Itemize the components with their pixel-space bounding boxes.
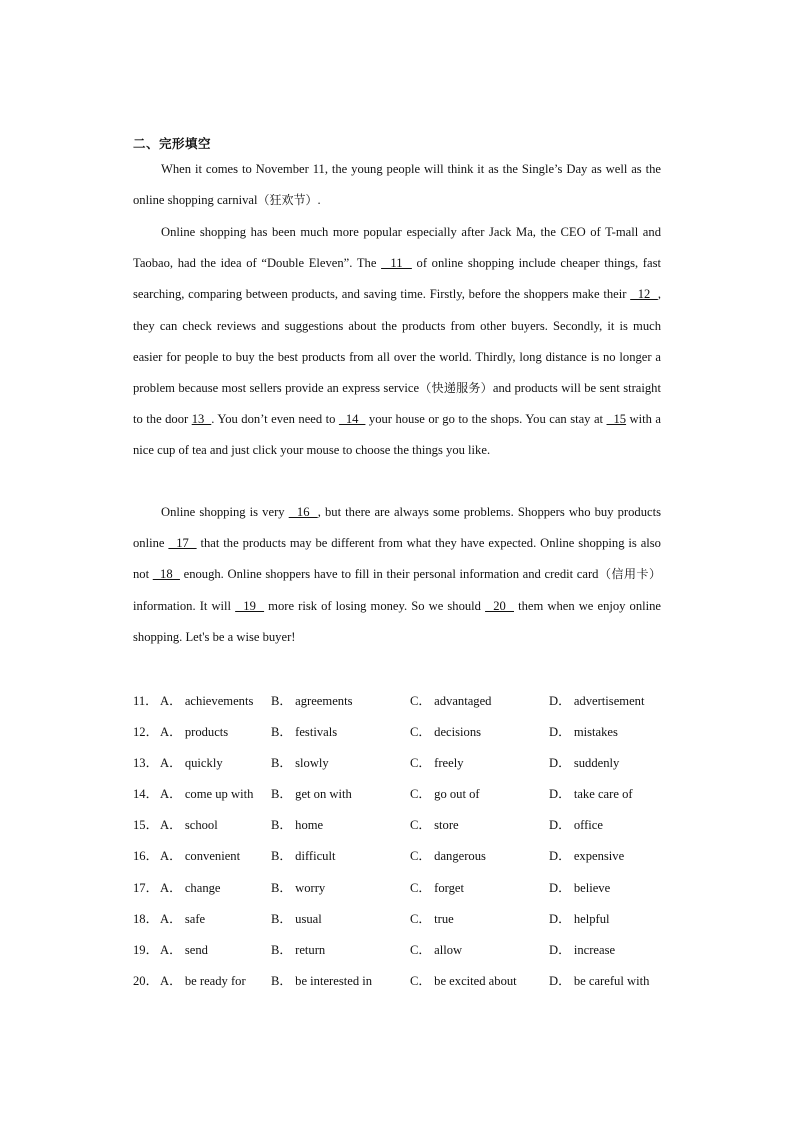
question-number: 15． [133,818,159,833]
question-number: 16． [133,849,159,864]
question-row [133,841,663,872]
p1-end: . [317,193,321,208]
question-row [133,779,663,810]
option-d: D． expensive [549,849,625,864]
option-b: B． return [271,942,326,957]
option-b: B． agreements [271,694,353,708]
blank-16: 16 [288,505,318,519]
p3-text-3: that the products may be different from what they have expected. Online shopping is also not [133,536,661,582]
option-d: D． mistakes [549,725,618,740]
question-number: 17． [133,880,159,895]
p3-text-2: , but there are always some problems. Shoppers who buy products online [133,505,661,551]
section-heading: 二、完形填空 [133,136,212,151]
p2-cn-note: （快递服务） [419,381,493,396]
question-number: 19． [133,942,159,957]
option-d: D． believe [549,880,611,895]
option-c: C． store [410,818,459,833]
option-a: A． change [160,880,221,895]
blank-14: 14 [338,412,366,427]
option-d: D． advertisement [549,694,645,708]
option-d: D． helpful [549,911,610,926]
option-b: B． usual [271,911,322,926]
p3-text-6: information. It will [133,598,236,613]
option-a: A． convenient [160,849,241,864]
option-d: D． increase [549,942,616,957]
option-b: B． festivals [271,725,338,740]
option-b: B． slowly [271,756,329,771]
option-c: C． advantaged [410,694,492,708]
p3-cn-note: （信用卡） [598,567,661,582]
blank-15: 15 [606,412,627,427]
p3-text-8: them when we enjoy online shopping. Let's be a wise buyer! [133,598,662,644]
question-number: 18． [133,911,159,926]
paragraph-2 [133,217,661,467]
option-c: C． freely [410,756,464,771]
question-row [133,873,663,904]
paragraph-3 [133,497,661,653]
option-c: C． be excited about [410,973,517,988]
p2-text-2: of online shopping include cheaper things, fast searching, comparing between products, and saving time. Firstly, before the shoppers make their [133,256,661,302]
p3-text-7: more risk of losing money. So we should [264,598,486,613]
blank-11: 11 [381,256,412,271]
option-c: C． dangerous [410,849,486,864]
p2-text-5: and products will be sent straight to the door [133,381,661,427]
blank-12: 12 [630,287,658,302]
question-row [133,904,663,935]
question-number: 12． [133,725,159,740]
p2-text-6: . You don’t even need to [211,412,339,427]
option-c: C． go out of [410,787,480,802]
option-a: A． come up with [160,787,254,802]
option-c: C． allow [410,942,463,957]
option-b: B． home [271,818,324,833]
option-d: D． office [549,818,603,833]
p3-text-1: Online shopping is very [161,505,289,519]
p2-text-1: Online shopping has been much more popular especially after Jack Ma, the CEO of T-mall and Taobao, had the idea of “Double Eleven”. The [133,225,661,271]
option-a: A． school [160,818,218,833]
option-a: A． send [160,942,208,957]
option-b: B． worry [271,880,326,895]
question-row [133,748,663,779]
p2-text-7: your house or go to the shops. You can stay at [365,412,607,427]
option-c: C． forget [410,880,464,895]
option-c: C． decisions [410,725,482,740]
option-a: A． be ready for [160,973,246,988]
option-d: D． take care of [549,787,633,802]
p1-cn-note: （狂欢节） [257,193,318,208]
blank-20: 20 [485,598,514,613]
blank-13: 13 [191,412,212,427]
option-b: B． get on with [271,787,352,802]
question-row [133,966,663,997]
question-row [133,717,663,748]
option-d: D． be careful with [549,973,650,988]
answer-options [133,686,663,997]
question-row [133,686,663,717]
question-number: 13． [133,756,159,771]
option-d: D． suddenly [549,756,620,771]
question-number: 11． [133,694,158,708]
question-row [133,810,663,841]
p2-text-8: with a nice cup of tea and just click your mouse to choose the things you like. [133,412,662,458]
p1-text: When it comes to November 11, the young people will think it as the Single’s Day as well as the online shopping carnival [133,162,661,208]
option-a: A． products [160,725,229,740]
option-b: B． difficult [271,849,336,864]
blank-17: 17 [168,536,197,551]
blank-19: 19 [235,598,265,613]
question-number: 20． [133,973,159,988]
option-a: A． achievements [160,694,254,708]
blank-18: 18 [152,567,180,582]
question-row [133,935,663,966]
option-a: A． safe [160,911,206,926]
p2-text-3: , they can check reviews and suggestions about the products from other buyers. Secondly, it is much easier for people to buy the best products from all over the world. Thirdly, long distance is no longer a problem because most sellers provide an express service [133,287,662,396]
option-c: C． true [410,911,454,926]
question-number: 14． [133,787,159,802]
option-a: A． quickly [160,756,223,771]
option-b: B． be interested in [271,973,373,988]
p3-text-4: enough. Online shoppers have to fill in their personal information and credit card [179,567,599,582]
paragraph-1 [133,154,661,216]
